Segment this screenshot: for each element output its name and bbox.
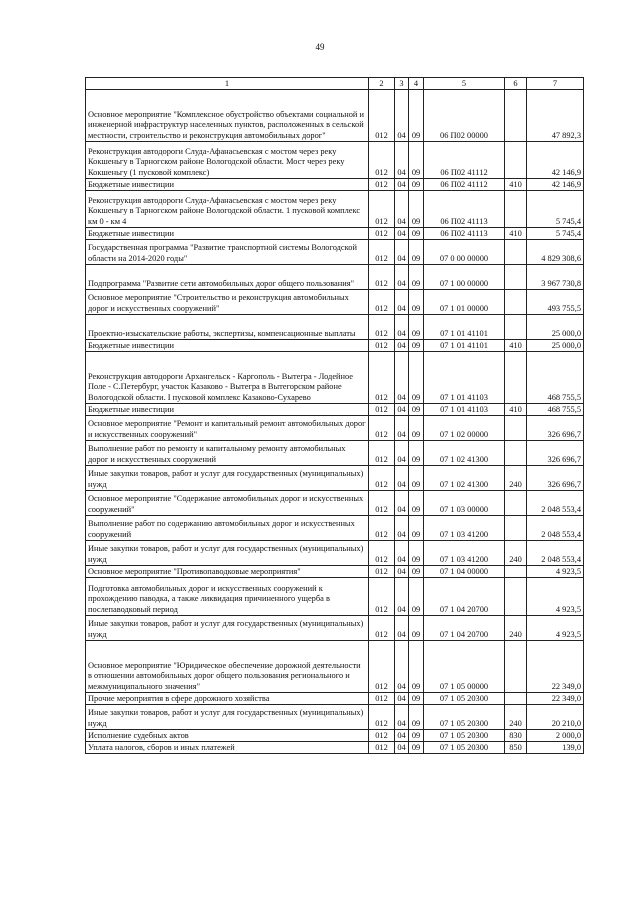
admin-code-cell: 012	[369, 705, 395, 730]
target-article-cell: 07 1 01 41103	[424, 404, 505, 416]
subsection-cell: 09	[409, 441, 424, 466]
column-header: 6	[505, 78, 527, 90]
expense-type-cell: 240	[505, 541, 527, 566]
section-cell: 04	[395, 705, 409, 730]
expense-type-cell: 410	[505, 179, 527, 191]
expense-type-cell	[505, 578, 527, 616]
target-article-cell: 07 1 05 20300	[424, 705, 505, 730]
amount-cell: 468 755,5	[527, 404, 584, 416]
section-cell: 04	[395, 340, 409, 352]
section-cell: 04	[395, 730, 409, 742]
subsection-cell: 09	[409, 491, 424, 516]
expense-type-cell: 410	[505, 228, 527, 240]
row-name-cell: Выполнение работ по ремонту и капитальному ремонту автомобильных дорог и искусственных сооружений	[86, 441, 369, 466]
subsection-cell: 09	[409, 191, 424, 228]
expense-type-cell	[505, 191, 527, 228]
amount-cell: 5 745,4	[527, 228, 584, 240]
subsection-cell: 09	[409, 352, 424, 404]
admin-code-cell: 012	[369, 404, 395, 416]
target-article-cell: 07 1 04 20700	[424, 578, 505, 616]
row-name-cell: Государственная программа "Развитие транспортной системы Вологодской области на 2014-2020 годы"	[86, 240, 369, 265]
expense-type-cell: 240	[505, 466, 527, 491]
subsection-cell: 09	[409, 693, 424, 705]
table-row	[86, 416, 584, 441]
amount-cell: 468 755,5	[527, 352, 584, 404]
amount-cell: 25 000,0	[527, 340, 584, 352]
section-cell: 04	[395, 228, 409, 240]
expense-type-cell: 240	[505, 705, 527, 730]
admin-code-cell: 012	[369, 578, 395, 616]
table-row	[86, 290, 584, 315]
admin-code-cell: 012	[369, 240, 395, 265]
admin-code-cell: 012	[369, 416, 395, 441]
subsection-cell: 09	[409, 705, 424, 730]
table-row	[86, 693, 584, 705]
section-cell: 04	[395, 240, 409, 265]
subsection-cell: 09	[409, 340, 424, 352]
table-body	[86, 90, 584, 754]
expense-type-cell	[505, 641, 527, 693]
row-name-cell: Бюджетные инвестиции	[86, 404, 369, 416]
admin-code-cell: 012	[369, 228, 395, 240]
subsection-cell: 09	[409, 641, 424, 693]
section-cell: 04	[395, 416, 409, 441]
admin-code-cell: 012	[369, 641, 395, 693]
admin-code-cell: 012	[369, 290, 395, 315]
expense-type-cell	[505, 240, 527, 265]
section-cell: 04	[395, 641, 409, 693]
subsection-cell: 09	[409, 240, 424, 265]
budget-table	[85, 77, 584, 754]
target-article-cell: 07 1 00 00000	[424, 265, 505, 290]
amount-cell: 3 967 730,8	[527, 265, 584, 290]
expense-type-cell	[505, 142, 527, 179]
target-article-cell: 07 1 01 41101	[424, 340, 505, 352]
expense-type-cell	[505, 491, 527, 516]
table-row	[86, 191, 584, 228]
table-row	[86, 616, 584, 641]
row-name-cell: Основное мероприятие "Комплексное обустройство объектами социальной и инженерной инфраструктур населенных пунктов, расположенных в сельской местности, строительство и реконструкция автомобильных дорог"	[86, 90, 369, 142]
row-name-cell: Уплата налогов, сборов и иных платежей	[86, 742, 369, 754]
section-cell: 04	[395, 516, 409, 541]
column-header: 2	[369, 78, 395, 90]
row-name-cell: Подпрограмма "Развитие сети автомобильных дорог общего пользования"	[86, 265, 369, 290]
expense-type-cell: 410	[505, 340, 527, 352]
row-name-cell: Иные закупки товаров, работ и услуг для государственных (муниципальных) нужд	[86, 466, 369, 491]
section-cell: 04	[395, 290, 409, 315]
admin-code-cell: 012	[369, 340, 395, 352]
subsection-cell: 09	[409, 90, 424, 142]
amount-cell: 4 923,5	[527, 578, 584, 616]
table-row	[86, 516, 584, 541]
admin-code-cell: 012	[369, 466, 395, 491]
amount-cell: 2 048 553,4	[527, 541, 584, 566]
column-header: 5	[424, 78, 505, 90]
amount-cell: 22 349,0	[527, 693, 584, 705]
section-cell: 04	[395, 466, 409, 491]
table-row	[86, 315, 584, 340]
admin-code-cell: 012	[369, 693, 395, 705]
target-article-cell: 07 1 02 41300	[424, 466, 505, 491]
row-name-cell: Основное мероприятие "Содержание автомобильных дорог и искусственных сооружений"	[86, 491, 369, 516]
row-name-cell: Реконструкция автодороги Слуда-Афанасьевская с мостом через реку Кокшеньгу в Тарногском районе Вологодской области. 1 пусковой комплекс км 0 - км 4	[86, 191, 369, 228]
amount-cell: 22 349,0	[527, 641, 584, 693]
subsection-cell: 09	[409, 742, 424, 754]
table-row	[86, 352, 584, 404]
table-row	[86, 641, 584, 693]
row-name-cell: Основное мероприятие "Строительство и реконструкция автомобильных дорог и искусственных сооружений"	[86, 290, 369, 315]
table-row	[86, 228, 584, 240]
expense-type-cell	[505, 352, 527, 404]
row-name-cell: Реконструкция автодороги Архангельск - Каргополь - Вытегра - Лодейное Поле - С.Петербург, участок Казаково - Вытегра в Вытегорском районе Вологодской области. I пусковой комплекс Казаково-Сухарево	[86, 352, 369, 404]
table-row	[86, 578, 584, 616]
admin-code-cell: 012	[369, 616, 395, 641]
section-cell: 04	[395, 191, 409, 228]
target-article-cell: 07 1 03 41200	[424, 516, 505, 541]
expense-type-cell: 850	[505, 742, 527, 754]
amount-cell: 42 146,9	[527, 142, 584, 179]
admin-code-cell: 012	[369, 352, 395, 404]
admin-code-cell: 012	[369, 315, 395, 340]
table-row	[86, 705, 584, 730]
subsection-cell: 09	[409, 516, 424, 541]
table-row	[86, 265, 584, 290]
admin-code-cell: 012	[369, 742, 395, 754]
section-cell: 04	[395, 315, 409, 340]
amount-cell: 326 696,7	[527, 416, 584, 441]
subsection-cell: 09	[409, 416, 424, 441]
target-article-cell: 07 1 01 00000	[424, 290, 505, 315]
section-cell: 04	[395, 265, 409, 290]
expense-type-cell	[505, 416, 527, 441]
table-row	[86, 90, 584, 142]
section-cell: 04	[395, 179, 409, 191]
amount-cell: 326 696,7	[527, 441, 584, 466]
row-name-cell: Основное мероприятие "Ремонт и капитальный ремонт автомобильных дорог и искусственных сооружений"	[86, 416, 369, 441]
admin-code-cell: 012	[369, 491, 395, 516]
target-article-cell: 06 П02 41112	[424, 142, 505, 179]
table-row	[86, 404, 584, 416]
section-cell: 04	[395, 566, 409, 578]
amount-cell: 2 000,0	[527, 730, 584, 742]
expense-type-cell: 410	[505, 404, 527, 416]
expense-type-cell	[505, 441, 527, 466]
target-article-cell: 07 1 05 20300	[424, 693, 505, 705]
section-cell: 04	[395, 693, 409, 705]
target-article-cell: 07 1 05 20300	[424, 730, 505, 742]
table-row	[86, 240, 584, 265]
amount-cell: 4 829 308,6	[527, 240, 584, 265]
row-name-cell: Выполнение работ по содержанию автомобильных дорог и искусственных сооружений	[86, 516, 369, 541]
row-name-cell: Иные закупки товаров, работ и услуг для государственных (муниципальных) нужд	[86, 541, 369, 566]
target-article-cell: 07 1 02 41300	[424, 441, 505, 466]
subsection-cell: 09	[409, 265, 424, 290]
expense-type-cell	[505, 265, 527, 290]
table-row	[86, 142, 584, 179]
row-name-cell: Проектно-изыскательские работы, экспертизы, компенсационные выплаты	[86, 315, 369, 340]
admin-code-cell: 012	[369, 541, 395, 566]
amount-cell: 326 696,7	[527, 466, 584, 491]
amount-cell: 139,0	[527, 742, 584, 754]
row-name-cell: Иные закупки товаров, работ и услуг для государственных (муниципальных) нужд	[86, 616, 369, 641]
section-cell: 04	[395, 352, 409, 404]
amount-cell: 25 000,0	[527, 315, 584, 340]
amount-cell: 42 146,9	[527, 179, 584, 191]
target-article-cell: 07 1 02 00000	[424, 416, 505, 441]
subsection-cell: 09	[409, 228, 424, 240]
subsection-cell: 09	[409, 541, 424, 566]
admin-code-cell: 012	[369, 90, 395, 142]
admin-code-cell: 012	[369, 191, 395, 228]
target-article-cell: 07 1 03 00000	[424, 491, 505, 516]
target-article-cell: 06 П02 00000	[424, 90, 505, 142]
amount-cell: 47 892,3	[527, 90, 584, 142]
admin-code-cell: 012	[369, 142, 395, 179]
subsection-cell: 09	[409, 179, 424, 191]
column-header: 7	[527, 78, 584, 90]
table-row	[86, 730, 584, 742]
subsection-cell: 09	[409, 404, 424, 416]
target-article-cell: 07 1 04 20700	[424, 616, 505, 641]
table-row	[86, 566, 584, 578]
subsection-cell: 09	[409, 466, 424, 491]
section-cell: 04	[395, 491, 409, 516]
target-article-cell: 06 П02 41113	[424, 228, 505, 240]
table-row	[86, 466, 584, 491]
target-article-cell: 07 1 01 41103	[424, 352, 505, 404]
subsection-cell: 09	[409, 290, 424, 315]
amount-cell: 493 755,5	[527, 290, 584, 315]
column-header: 1	[86, 78, 369, 90]
section-cell: 04	[395, 616, 409, 641]
row-name-cell: Подготовка автомобильных дорог и искусственных сооружений к прохождению паводка, а также ликвидация причиненного ущерба в послепаводковый период	[86, 578, 369, 616]
row-name-cell: Реконструкция автодороги Слуда-Афанасьевская с мостом через реку Кокшеньгу в Тарногском районе Вологодской области. Мост через реку Кокшеньгу (1 пусковой комплекс)	[86, 142, 369, 179]
table-row	[86, 179, 584, 191]
admin-code-cell: 012	[369, 179, 395, 191]
subsection-cell: 09	[409, 616, 424, 641]
section-cell: 04	[395, 541, 409, 566]
amount-cell: 5 745,4	[527, 191, 584, 228]
subsection-cell: 09	[409, 315, 424, 340]
row-name-cell: Основное мероприятие "Юридическое обеспечение дорожной деятельности в отношении автомобильных дорог общего пользования регионального и межмуниципального значения"	[86, 641, 369, 693]
row-name-cell: Бюджетные инвестиции	[86, 228, 369, 240]
expense-type-cell	[505, 566, 527, 578]
section-cell: 04	[395, 578, 409, 616]
table-row	[86, 340, 584, 352]
section-cell: 04	[395, 90, 409, 142]
row-name-cell: Прочие мероприятия в сфере дорожного хозяйства	[86, 693, 369, 705]
expense-type-cell	[505, 290, 527, 315]
amount-cell: 20 210,0	[527, 705, 584, 730]
table-header-row	[86, 78, 584, 90]
admin-code-cell: 012	[369, 265, 395, 290]
subsection-cell: 09	[409, 730, 424, 742]
section-cell: 04	[395, 742, 409, 754]
amount-cell: 2 048 553,4	[527, 491, 584, 516]
column-header: 4	[409, 78, 424, 90]
amount-cell: 4 923,5	[527, 566, 584, 578]
table-row	[86, 541, 584, 566]
section-cell: 04	[395, 441, 409, 466]
expense-type-cell: 240	[505, 616, 527, 641]
row-name-cell: Бюджетные инвестиции	[86, 179, 369, 191]
target-article-cell: 06 П02 41113	[424, 191, 505, 228]
admin-code-cell: 012	[369, 566, 395, 578]
target-article-cell: 07 1 04 00000	[424, 566, 505, 578]
section-cell: 04	[395, 404, 409, 416]
row-name-cell: Бюджетные инвестиции	[86, 340, 369, 352]
amount-cell: 4 923,5	[527, 616, 584, 641]
subsection-cell: 09	[409, 142, 424, 179]
table-row	[86, 742, 584, 754]
admin-code-cell: 012	[369, 441, 395, 466]
row-name-cell: Иные закупки товаров, работ и услуг для государственных (муниципальных) нужд	[86, 705, 369, 730]
expense-type-cell	[505, 693, 527, 705]
target-article-cell: 07 1 05 20300	[424, 742, 505, 754]
amount-cell: 2 048 553,4	[527, 516, 584, 541]
target-article-cell: 07 1 03 41200	[424, 541, 505, 566]
target-article-cell: 07 1 05 00000	[424, 641, 505, 693]
page-number: 49	[315, 42, 325, 52]
subsection-cell: 09	[409, 566, 424, 578]
expense-type-cell	[505, 90, 527, 142]
section-cell: 04	[395, 142, 409, 179]
expense-type-cell	[505, 315, 527, 340]
expense-type-cell	[505, 516, 527, 541]
admin-code-cell: 012	[369, 516, 395, 541]
target-article-cell: 07 1 01 41101	[424, 315, 505, 340]
target-article-cell: 07 0 00 00000	[424, 240, 505, 265]
expense-type-cell: 830	[505, 730, 527, 742]
target-article-cell: 06 П02 41112	[424, 179, 505, 191]
admin-code-cell: 012	[369, 730, 395, 742]
table-row	[86, 491, 584, 516]
row-name-cell: Исполнение судебных актов	[86, 730, 369, 742]
column-header: 3	[395, 78, 409, 90]
row-name-cell: Основное мероприятие "Противопаводковые мероприятия"	[86, 566, 369, 578]
subsection-cell: 09	[409, 578, 424, 616]
table-row	[86, 441, 584, 466]
